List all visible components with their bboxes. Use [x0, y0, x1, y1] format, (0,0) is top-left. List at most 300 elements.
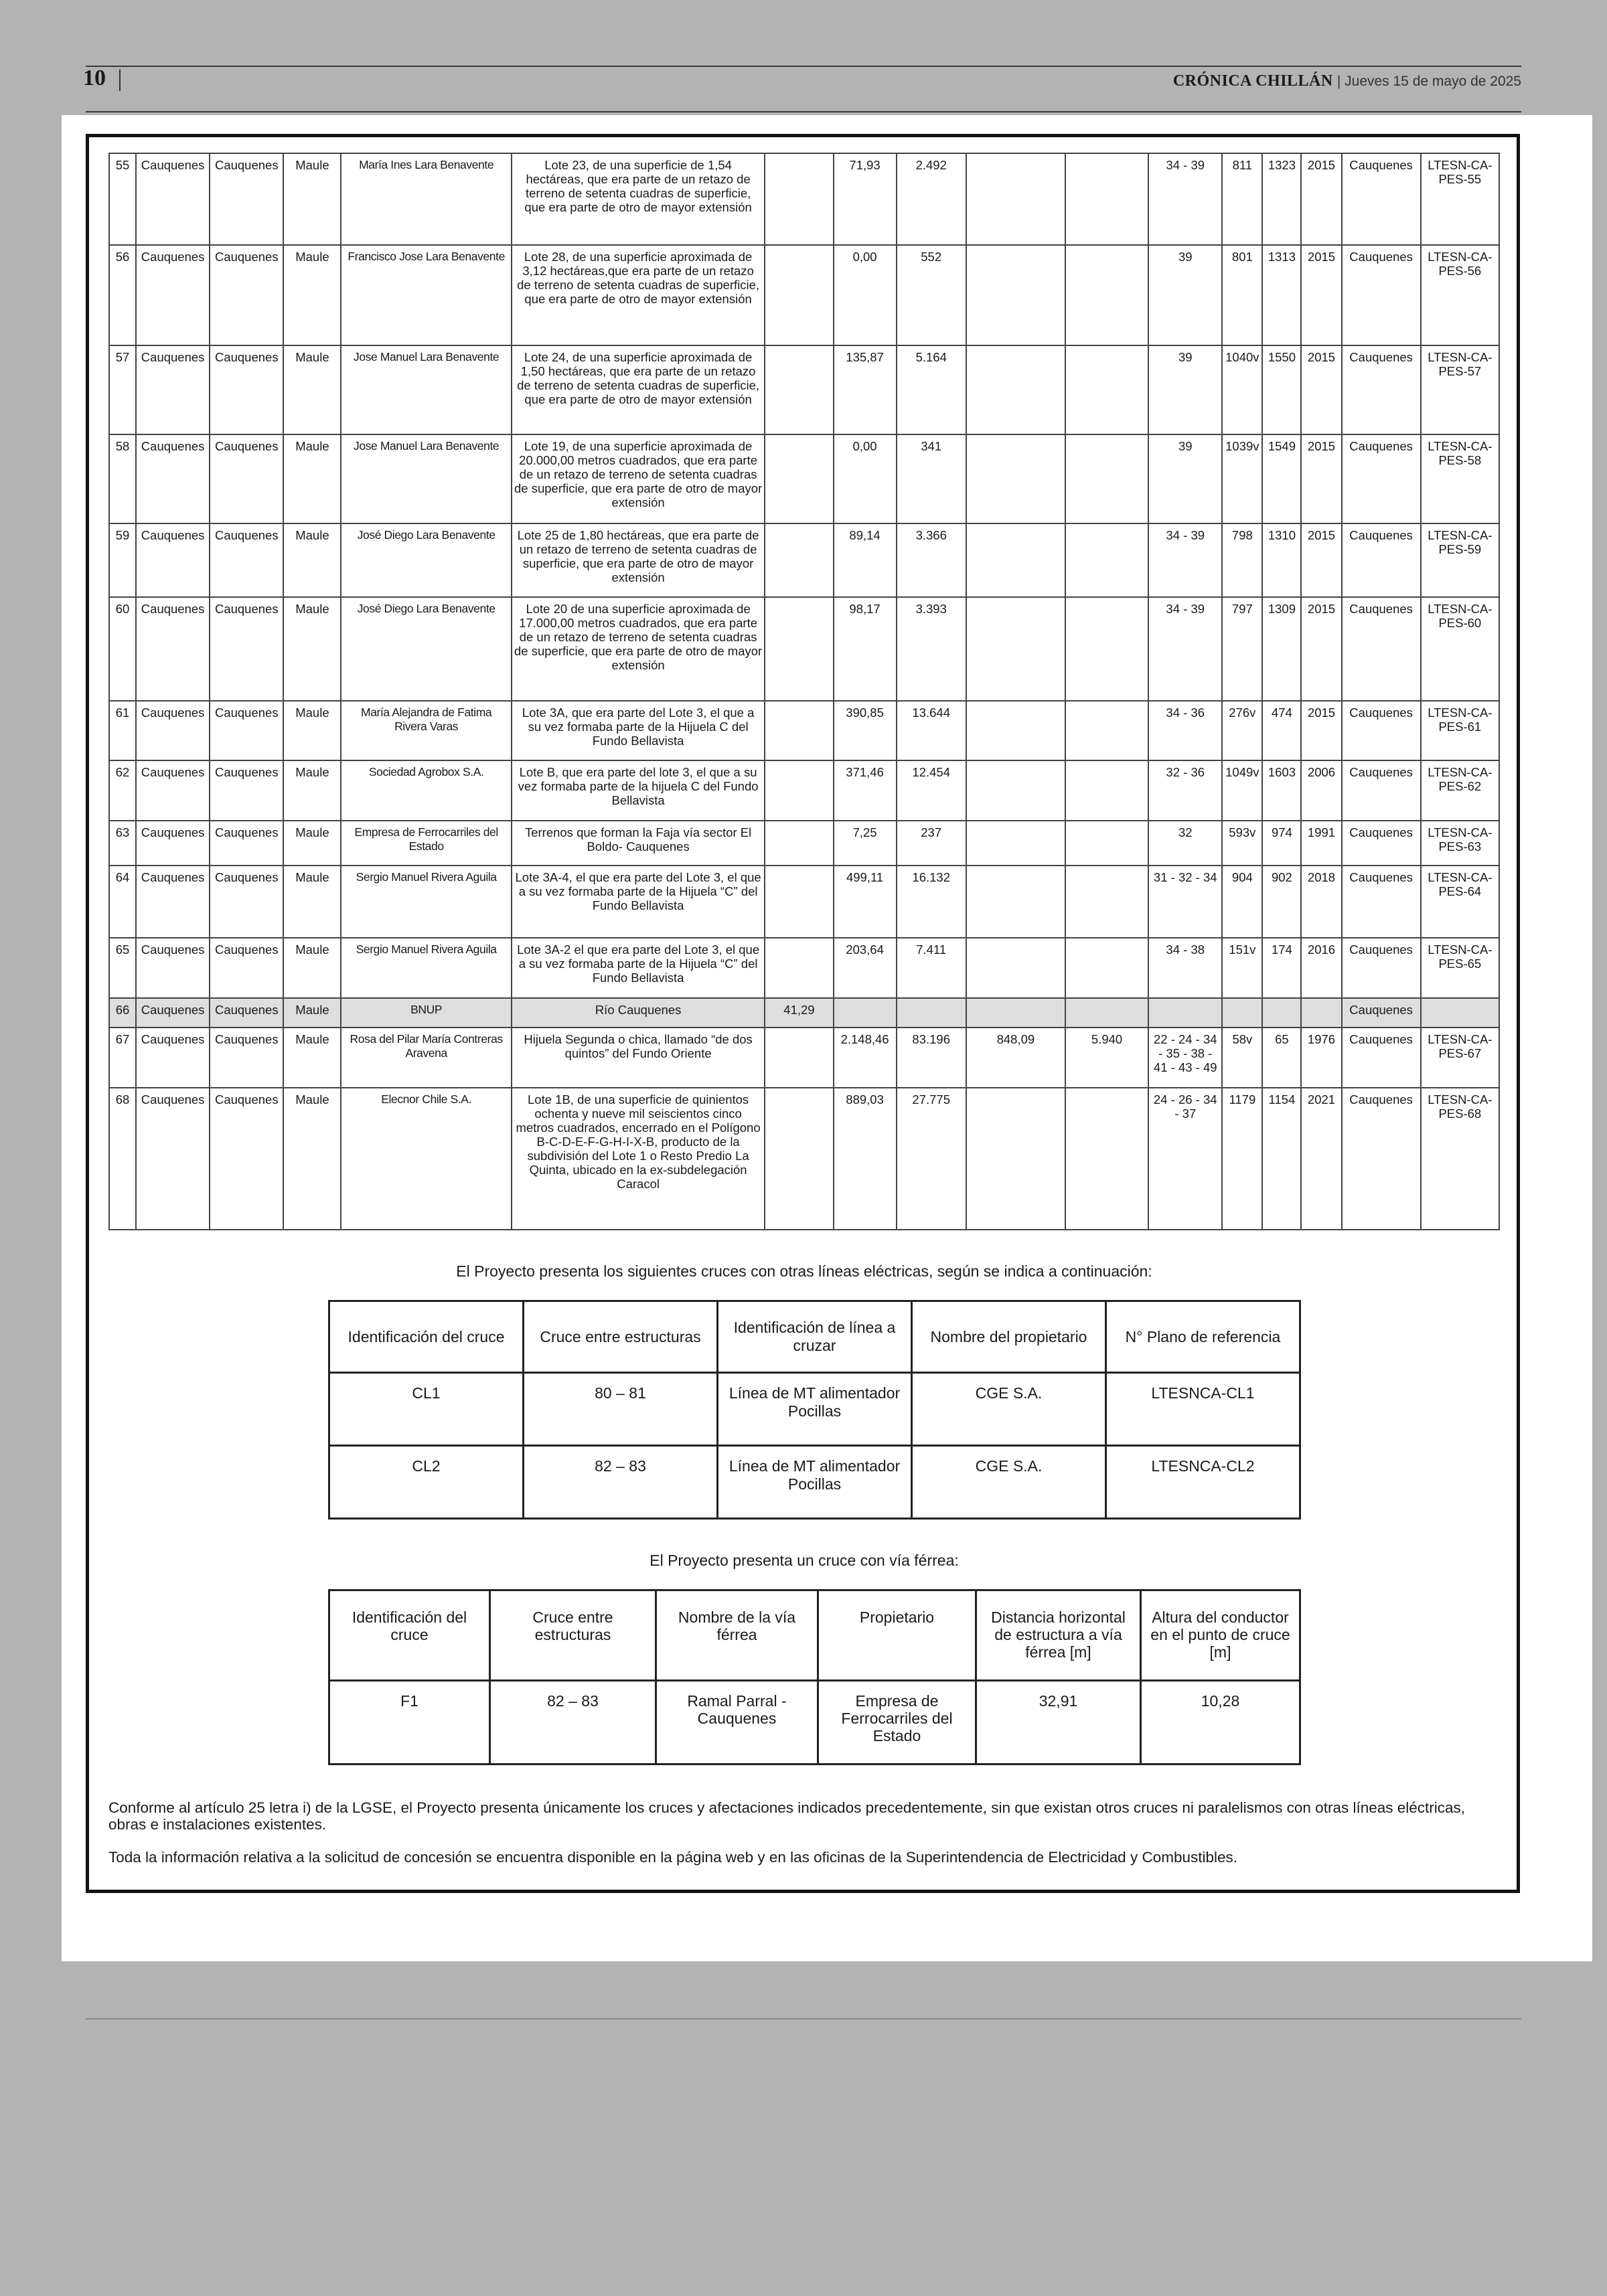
cell-comuna: Cauquenes: [136, 866, 210, 938]
cell-lot-description: Lote 3A-2 el que era parte del Lote 3, el que a su vez formaba parte de la Hijuela “C” del Fundo Bellavista: [512, 938, 765, 998]
cell-lot-description: Lote 23, de una superficie de 1,54 hectáreas, que era parte de un retazo de terreno de setenta cuadras de superficie, que era parte de otro de mayor extensión: [512, 153, 765, 245]
cell-row-number: 67: [109, 1028, 136, 1088]
cell-line-length: 889,03: [834, 1088, 897, 1230]
cell-access-area: [1065, 245, 1148, 345]
cell-owner-name: Francisco Jose Lara Benavente: [341, 245, 511, 345]
page-number: 10: [83, 66, 106, 90]
electric-crossings-table: [328, 1300, 1301, 1520]
cell-access-area: [1065, 153, 1148, 245]
cell-row-number: 64: [109, 866, 136, 938]
cell-comuna: Cauquenes: [136, 998, 210, 1028]
property-row: [109, 938, 1499, 998]
property-row: [109, 245, 1499, 345]
cell-river-width: 41,29: [765, 998, 833, 1028]
cell-registry-number: [1262, 998, 1301, 1028]
cell-comuna: Cauquenes: [136, 245, 210, 345]
cell-access-length: [966, 523, 1065, 597]
cell-registry-year: 2015: [1301, 597, 1341, 701]
affected-properties-table: [108, 153, 1500, 1230]
cell-registry-office: Cauquenes: [1342, 760, 1421, 821]
cell-plan-reference: LTESN-CA-PES-60: [1421, 597, 1499, 701]
cell-access-length: [966, 821, 1065, 866]
cell-registry-office: Cauquenes: [1342, 866, 1421, 938]
cell-provincia: Cauquenes: [210, 523, 283, 597]
cell-structures: 34 - 39: [1148, 597, 1222, 701]
cell-region: Maule: [283, 760, 341, 821]
cell-structures: 34 - 38: [1148, 938, 1222, 998]
cell-owner-name: Jose Manuel Lara Benavente: [341, 345, 511, 434]
cell-structures: 39: [1148, 245, 1222, 345]
cell-provincia: Cauquenes: [210, 938, 283, 998]
rail-cell: F1: [329, 1681, 490, 1765]
cell-region: Maule: [283, 434, 341, 523]
cell-line-length: 0,00: [834, 434, 897, 523]
cell-comuna: Cauquenes: [136, 1088, 210, 1230]
cell-access-area: [1065, 998, 1148, 1028]
cell-registry-office: Cauquenes: [1342, 998, 1421, 1028]
cell-strip-area: 12.454: [897, 760, 966, 821]
cell-registry-office: Cauquenes: [1342, 597, 1421, 701]
crossings-header-cell: Cruce entre estructuras: [524, 1301, 718, 1373]
cell-line-length: 89,14: [834, 523, 897, 597]
cell-owner-name: Sergio Manuel Rivera Aguila: [341, 866, 511, 938]
cell-owner-name: Jose Manuel Lara Benavente: [341, 434, 511, 523]
cell-line-length: 98,17: [834, 597, 897, 701]
cell-region: Maule: [283, 821, 341, 866]
cell-row-number: 65: [109, 938, 136, 998]
cell-fojas: 797: [1222, 597, 1262, 701]
cell-row-number: 61: [109, 701, 136, 760]
cell-plan-reference: LTESN-CA-PES-58: [1421, 434, 1499, 523]
cell-row-number: 63: [109, 821, 136, 866]
crossing-cell: CGE S.A.: [912, 1446, 1106, 1519]
crossings-header-cell: Nombre del propietario: [912, 1301, 1106, 1373]
cell-access-area: 5.940: [1065, 1028, 1148, 1088]
cell-registry-number: 1310: [1262, 523, 1301, 597]
cell-access-area: [1065, 701, 1148, 760]
footer-rule: [86, 2018, 1521, 2020]
cell-registry-year: 2015: [1301, 701, 1341, 760]
cell-access-area: [1065, 1088, 1148, 1230]
cell-plan-reference: LTESN-CA-PES-63: [1421, 821, 1499, 866]
cell-fojas: 1040v: [1222, 345, 1262, 434]
cell-access-area: [1065, 866, 1148, 938]
masthead: [1173, 72, 1521, 90]
cell-provincia: Cauquenes: [210, 245, 283, 345]
cell-lot-description: Lote 25 de 1,80 hectáreas, que era parte de un retazo de terreno de setenta cuadras de superficie, que era parte de otro de mayor extensión: [512, 523, 765, 597]
cell-access-length: [966, 938, 1065, 998]
cell-structures: 39: [1148, 434, 1222, 523]
cell-lot-description: Lote 3A, que era parte del Lote 3, el que a su vez formaba parte de la Hijuela C del Fundo Bellavista: [512, 701, 765, 760]
cell-registry-number: 902: [1262, 866, 1301, 938]
crossing-cell: Línea de MT alimentador Pocillas: [718, 1446, 912, 1519]
cell-registry-year: 2015: [1301, 345, 1341, 434]
property-row: [109, 597, 1499, 701]
property-row: [109, 1088, 1499, 1230]
cell-access-length: [966, 701, 1065, 760]
cell-strip-area: 16.132: [897, 866, 966, 938]
cell-plan-reference: LTESN-CA-PES-55: [1421, 153, 1499, 245]
crossing-cell: CL1: [329, 1373, 524, 1446]
cell-river-width: [765, 597, 833, 701]
cell-owner-name: Empresa de Ferrocarriles del Estado: [341, 821, 511, 866]
cell-registry-number: 1323: [1262, 153, 1301, 245]
cell-registry-office: Cauquenes: [1342, 701, 1421, 760]
cell-row-number: 62: [109, 760, 136, 821]
cell-registry-number: 974: [1262, 821, 1301, 866]
cell-fojas: 811: [1222, 153, 1262, 245]
cell-plan-reference: LTESN-CA-PES-64: [1421, 866, 1499, 938]
cell-row-number: 60: [109, 597, 136, 701]
header-rule-bottom: [86, 111, 1521, 112]
cell-fojas: 1049v: [1222, 760, 1262, 821]
newspaper-name: CRÓNICA CHILLÁN: [1172, 72, 1333, 90]
property-row: [109, 998, 1499, 1028]
crossing-cell: LTESNCA-CL1: [1106, 1373, 1300, 1446]
cell-fojas: 798: [1222, 523, 1262, 597]
cell-line-length: 7,25: [834, 821, 897, 866]
cell-line-length: [834, 998, 897, 1028]
cell-fojas: 593v: [1222, 821, 1262, 866]
cell-river-width: [765, 821, 833, 866]
cell-river-width: [765, 1088, 833, 1230]
rail-header-cell: Identificación del cruce: [329, 1590, 490, 1681]
cell-access-area: [1065, 938, 1148, 998]
cell-region: Maule: [283, 345, 341, 434]
cell-strip-area: [897, 998, 966, 1028]
cell-region: Maule: [283, 701, 341, 760]
cell-registry-number: 474: [1262, 701, 1301, 760]
rail-header-cell: Distancia horizontal de estructura a vía férrea [m]: [976, 1590, 1141, 1681]
crossing-cell: CL2: [329, 1446, 524, 1519]
cell-row-number: 55: [109, 153, 136, 245]
cell-access-area: [1065, 597, 1148, 701]
cell-region: Maule: [283, 998, 341, 1028]
cell-owner-name: José Diego Lara Benavente: [341, 523, 511, 597]
cell-strip-area: 552: [897, 245, 966, 345]
cell-lot-description: Lote 24, de una superficie aproximada de 1,50 hectáreas, que era parte de un retazo de terreno de setenta cuadras de superficie, que era parte de otro de mayor extensión: [512, 345, 765, 434]
crossing-cell: 80 – 81: [524, 1373, 718, 1446]
crossings-header-cell: Identificación del cruce: [329, 1301, 524, 1373]
rail-cell: Empresa de Ferrocarriles del Estado: [818, 1681, 976, 1765]
property-row: [109, 523, 1499, 597]
cell-registry-number: 1603: [1262, 760, 1301, 821]
cell-registry-number: 174: [1262, 938, 1301, 998]
cell-provincia: Cauquenes: [210, 1028, 283, 1088]
rail-header-cell: Cruce entre estructuras: [490, 1590, 656, 1681]
cell-row-number: 68: [109, 1088, 136, 1230]
cell-row-number: 57: [109, 345, 136, 434]
property-row: [109, 434, 1499, 523]
cell-structures: 31 - 32 - 34: [1148, 866, 1222, 938]
info-paragraph: Toda la información relativa a la solicitud de concesión se encuentra disponible en la página web y en las oficinas de la Superintendencia de Electricidad y Combustibles.: [108, 1849, 1238, 1866]
rail-header-cell: Nombre de la vía férrea: [656, 1590, 818, 1681]
cell-provincia: Cauquenes: [210, 998, 283, 1028]
cell-plan-reference: LTESN-CA-PES-56: [1421, 245, 1499, 345]
cell-owner-name: María Alejandra de Fatima Rivera Varas: [341, 701, 511, 760]
rail-cell: 10,28: [1141, 1681, 1300, 1765]
cell-lot-description: Terrenos que forman la Faja vía sector El Boldo- Cauquenes: [512, 821, 765, 866]
cell-access-length: [966, 345, 1065, 434]
cell-line-length: 135,87: [834, 345, 897, 434]
cell-line-length: 390,85: [834, 701, 897, 760]
cell-river-width: [765, 153, 833, 245]
cell-access-area: [1065, 760, 1148, 821]
cell-provincia: Cauquenes: [210, 760, 283, 821]
cell-access-length: [966, 1088, 1065, 1230]
cell-access-length: [966, 866, 1065, 938]
header-rule-top: [86, 66, 1521, 67]
cell-access-area: [1065, 345, 1148, 434]
cell-registry-number: 65: [1262, 1028, 1301, 1088]
cell-owner-name: Rosa del Pilar María Contreras Aravena: [341, 1028, 511, 1088]
crossings-caption: El Proyecto presenta los siguientes cruces con otras líneas eléctricas, según se indica a continuación:: [456, 1262, 1152, 1280]
cell-line-length: 71,93: [834, 153, 897, 245]
cell-region: Maule: [283, 938, 341, 998]
cell-river-width: [765, 245, 833, 345]
cell-registry-office: Cauquenes: [1342, 345, 1421, 434]
property-row: [109, 153, 1499, 245]
cell-fojas: 801: [1222, 245, 1262, 345]
property-row: [109, 866, 1499, 938]
cell-strip-area: 13.644: [897, 701, 966, 760]
cell-registry-year: 2015: [1301, 523, 1341, 597]
cell-river-width: [765, 938, 833, 998]
cell-registry-number: 1309: [1262, 597, 1301, 701]
cell-strip-area: 341: [897, 434, 966, 523]
cell-access-length: 848,09: [966, 1028, 1065, 1088]
rail-header-cell: Altura del conductor en el punto de cruce [m]: [1141, 1590, 1300, 1681]
cell-provincia: Cauquenes: [210, 153, 283, 245]
cell-row-number: 59: [109, 523, 136, 597]
cell-fojas: 58v: [1222, 1028, 1262, 1088]
cell-structures: 24 - 26 - 34 - 37: [1148, 1088, 1222, 1230]
crossings-header-cell: Identificación de línea a cruzar: [718, 1301, 912, 1373]
rail-crossing-caption: El Proyecto presenta un cruce con vía férrea:: [649, 1552, 959, 1569]
cell-plan-reference: LTESN-CA-PES-57: [1421, 345, 1499, 434]
cell-region: Maule: [283, 523, 341, 597]
cell-line-length: 203,64: [834, 938, 897, 998]
cell-region: Maule: [283, 153, 341, 245]
cell-river-width: [765, 866, 833, 938]
cell-registry-year: 1976: [1301, 1028, 1341, 1088]
cell-structures: 32 - 36: [1148, 760, 1222, 821]
cell-fojas: 1179: [1222, 1088, 1262, 1230]
cell-access-area: [1065, 434, 1148, 523]
cell-region: Maule: [283, 1028, 341, 1088]
cell-registry-office: Cauquenes: [1342, 153, 1421, 245]
cell-region: Maule: [283, 1088, 341, 1230]
property-row: [109, 701, 1499, 760]
cell-registry-year: 1991: [1301, 821, 1341, 866]
cell-plan-reference: LTESN-CA-PES-68: [1421, 1088, 1499, 1230]
cell-registry-office: Cauquenes: [1342, 1028, 1421, 1088]
cell-river-width: [765, 345, 833, 434]
cell-access-length: [966, 434, 1065, 523]
cell-comuna: Cauquenes: [136, 153, 210, 245]
cell-row-number: 58: [109, 434, 136, 523]
cell-structures: 34 - 39: [1148, 153, 1222, 245]
cell-comuna: Cauquenes: [136, 523, 210, 597]
cell-comuna: Cauquenes: [136, 345, 210, 434]
cell-lot-description: Lote B, que era parte del lote 3, el que a su vez formaba parte de la hijuela C del Fundo Bellavista: [512, 760, 765, 821]
cell-river-width: [765, 701, 833, 760]
cell-fojas: 151v: [1222, 938, 1262, 998]
cell-strip-area: 3.393: [897, 597, 966, 701]
cell-registry-year: 2015: [1301, 153, 1341, 245]
cell-strip-area: 7.411: [897, 938, 966, 998]
cell-registry-year: 2018: [1301, 866, 1341, 938]
cell-registry-year: 2016: [1301, 938, 1341, 998]
cell-river-width: [765, 1028, 833, 1088]
cell-owner-name: Sociedad Agrobox S.A.: [341, 760, 511, 821]
crossing-cell: LTESNCA-CL2: [1106, 1446, 1300, 1519]
property-row: [109, 821, 1499, 866]
cell-registry-year: 2015: [1301, 245, 1341, 345]
cell-plan-reference: LTESN-CA-PES-62: [1421, 760, 1499, 821]
cell-region: Maule: [283, 866, 341, 938]
cell-structures: 39: [1148, 345, 1222, 434]
cell-registry-office: Cauquenes: [1342, 821, 1421, 866]
crossings-header-row: [329, 1301, 1300, 1373]
rail-cell: 32,91: [976, 1681, 1141, 1765]
cell-registry-office: Cauquenes: [1342, 523, 1421, 597]
cell-comuna: Cauquenes: [136, 701, 210, 760]
cell-access-area: [1065, 523, 1148, 597]
cell-structures: 32: [1148, 821, 1222, 866]
cell-provincia: Cauquenes: [210, 597, 283, 701]
affected-properties-body: [109, 153, 1499, 1230]
cell-provincia: Cauquenes: [210, 821, 283, 866]
cell-provincia: Cauquenes: [210, 866, 283, 938]
cell-lot-description: Lote 1B, de una superficie de quinientos ochenta y nueve mil seiscientos cinco metros cuadrados, encerrado en el Polígono B-C-D-E-F-G-H-I-X-B, producto de la subdivisión del Lote 1 o Resto Predio La Quinta, ubicado en la ex-subdelegación Caracol: [512, 1088, 765, 1230]
cell-comuna: Cauquenes: [136, 597, 210, 701]
cell-structures: 34 - 36: [1148, 701, 1222, 760]
cell-plan-reference: LTESN-CA-PES-65: [1421, 938, 1499, 998]
cell-strip-area: 2.492: [897, 153, 966, 245]
rail-header-row: [329, 1590, 1300, 1681]
cell-registry-year: 2021: [1301, 1088, 1341, 1230]
cell-provincia: Cauquenes: [210, 345, 283, 434]
cell-line-length: 0,00: [834, 245, 897, 345]
cell-provincia: Cauquenes: [210, 434, 283, 523]
cell-strip-area: 83.196: [897, 1028, 966, 1088]
cell-provincia: Cauquenes: [210, 701, 283, 760]
property-row: [109, 345, 1499, 434]
property-row: [109, 760, 1499, 821]
cell-access-area: [1065, 821, 1148, 866]
cell-river-width: [765, 760, 833, 821]
cell-owner-name: María Ines Lara Benavente: [341, 153, 511, 245]
cell-structures: [1148, 998, 1222, 1028]
cell-lot-description: Lote 19, de una superficie aproximada de 20.000,00 metros cuadrados, que era parte de un retazo de terreno de setenta cuadras de superficie, que era parte de otro de mayor extensión: [512, 434, 765, 523]
cell-structures: 22 - 24 - 34 - 35 - 38 - 41 - 43 - 49: [1148, 1028, 1222, 1088]
cell-river-width: [765, 434, 833, 523]
cell-access-length: [966, 760, 1065, 821]
cell-fojas: [1222, 998, 1262, 1028]
cell-strip-area: 237: [897, 821, 966, 866]
cell-access-length: [966, 153, 1065, 245]
cell-lot-description: Río Cauquenes: [512, 998, 765, 1028]
cell-registry-office: Cauquenes: [1342, 1088, 1421, 1230]
cell-plan-reference: [1421, 998, 1499, 1028]
cell-line-length: 2.148,46: [834, 1028, 897, 1088]
cell-registry-year: 2006: [1301, 760, 1341, 821]
cell-strip-area: 27.775: [897, 1088, 966, 1230]
cell-registry-number: 1313: [1262, 245, 1301, 345]
cell-fojas: 904: [1222, 866, 1262, 938]
page-number-divider: [119, 70, 121, 91]
rail-header-cell: Propietario: [818, 1590, 976, 1681]
cell-provincia: Cauquenes: [210, 1088, 283, 1230]
crossing-cell: 82 – 83: [524, 1446, 718, 1519]
rail-cell: 82 – 83: [490, 1681, 656, 1765]
cell-comuna: Cauquenes: [136, 821, 210, 866]
cell-access-length: [966, 597, 1065, 701]
cell-owner-name: José Diego Lara Benavente: [341, 597, 511, 701]
cell-registry-number: 1550: [1262, 345, 1301, 434]
cell-fojas: 1039v: [1222, 434, 1262, 523]
cell-access-length: [966, 998, 1065, 1028]
cell-region: Maule: [283, 245, 341, 345]
crossing-row: [329, 1373, 1300, 1446]
crossings-header-cell: N° Plano de referencia: [1106, 1301, 1300, 1373]
cell-row-number: 66: [109, 998, 136, 1028]
cell-structures: 34 - 39: [1148, 523, 1222, 597]
cell-comuna: Cauquenes: [136, 760, 210, 821]
cell-access-length: [966, 245, 1065, 345]
cell-region: Maule: [283, 597, 341, 701]
cell-registry-year: 2015: [1301, 434, 1341, 523]
cell-registry-number: 1154: [1262, 1088, 1301, 1230]
cell-line-length: 499,11: [834, 866, 897, 938]
cell-lot-description: Lote 20 de una superficie aproximada de 17.000,00 metros cuadrados, que era parte de un retazo de terreno de setenta cuadras de superficie, que era parte de otro de mayor extensión: [512, 597, 765, 701]
cell-registry-number: 1549: [1262, 434, 1301, 523]
cell-registry-office: Cauquenes: [1342, 434, 1421, 523]
cell-lot-description: Lote 28, de una superficie aproximada de 3,12 hectáreas,que era parte de un retazo de terreno de setenta cuadras de superficie, que era parte de otro de mayor extensión: [512, 245, 765, 345]
cell-fojas: 276v: [1222, 701, 1262, 760]
crossing-cell: CGE S.A.: [912, 1373, 1106, 1446]
crossing-row: [329, 1446, 1300, 1519]
cell-plan-reference: LTESN-CA-PES-59: [1421, 523, 1499, 597]
cell-row-number: 56: [109, 245, 136, 345]
cell-comuna: Cauquenes: [136, 938, 210, 998]
crossing-cell: Línea de MT alimentador Pocillas: [718, 1373, 912, 1446]
cell-strip-area: 5.164: [897, 345, 966, 434]
cell-lot-description: Hijuela Segunda o chica, llamado “de dos quintos” del Fundo Oriente: [512, 1028, 765, 1088]
rail-row: [329, 1681, 1300, 1765]
rail-body: [329, 1681, 1300, 1765]
cell-plan-reference: LTESN-CA-PES-67: [1421, 1028, 1499, 1088]
cell-plan-reference: LTESN-CA-PES-61: [1421, 701, 1499, 760]
cell-registry-office: Cauquenes: [1342, 938, 1421, 998]
rail-crossing-table: [328, 1589, 1301, 1765]
cell-comuna: Cauquenes: [136, 1028, 210, 1088]
property-row: [109, 1028, 1499, 1088]
cell-line-length: 371,46: [834, 760, 897, 821]
cell-lot-description: Lote 3A-4, el que era parte del Lote 3, el que a su vez formaba parte de la Hijuela “C” del Fundo Bellavista: [512, 866, 765, 938]
cell-river-width: [765, 523, 833, 597]
cell-strip-area: 3.366: [897, 523, 966, 597]
cell-owner-name: Elecnor Chile S.A.: [341, 1088, 511, 1230]
rail-cell: Ramal Parral - Cauquenes: [656, 1681, 818, 1765]
legal-paragraph: Conforme al artículo 25 letra i) de la LGSE, el Proyecto presenta únicamente los cruces y afectaciones indicados precedentemente, sin que existan otros cruces ni paralelismos con otras líneas eléctricas, obras e instalaciones existentes.: [108, 1799, 1466, 1833]
cell-owner-name: Sergio Manuel Rivera Aguila: [341, 938, 511, 998]
cell-owner-name: BNUP: [341, 998, 511, 1028]
crossings-body: [329, 1373, 1300, 1519]
issue-date: | Jueves 15 de mayo de 2025: [1336, 74, 1521, 89]
cell-registry-office: Cauquenes: [1342, 245, 1421, 345]
